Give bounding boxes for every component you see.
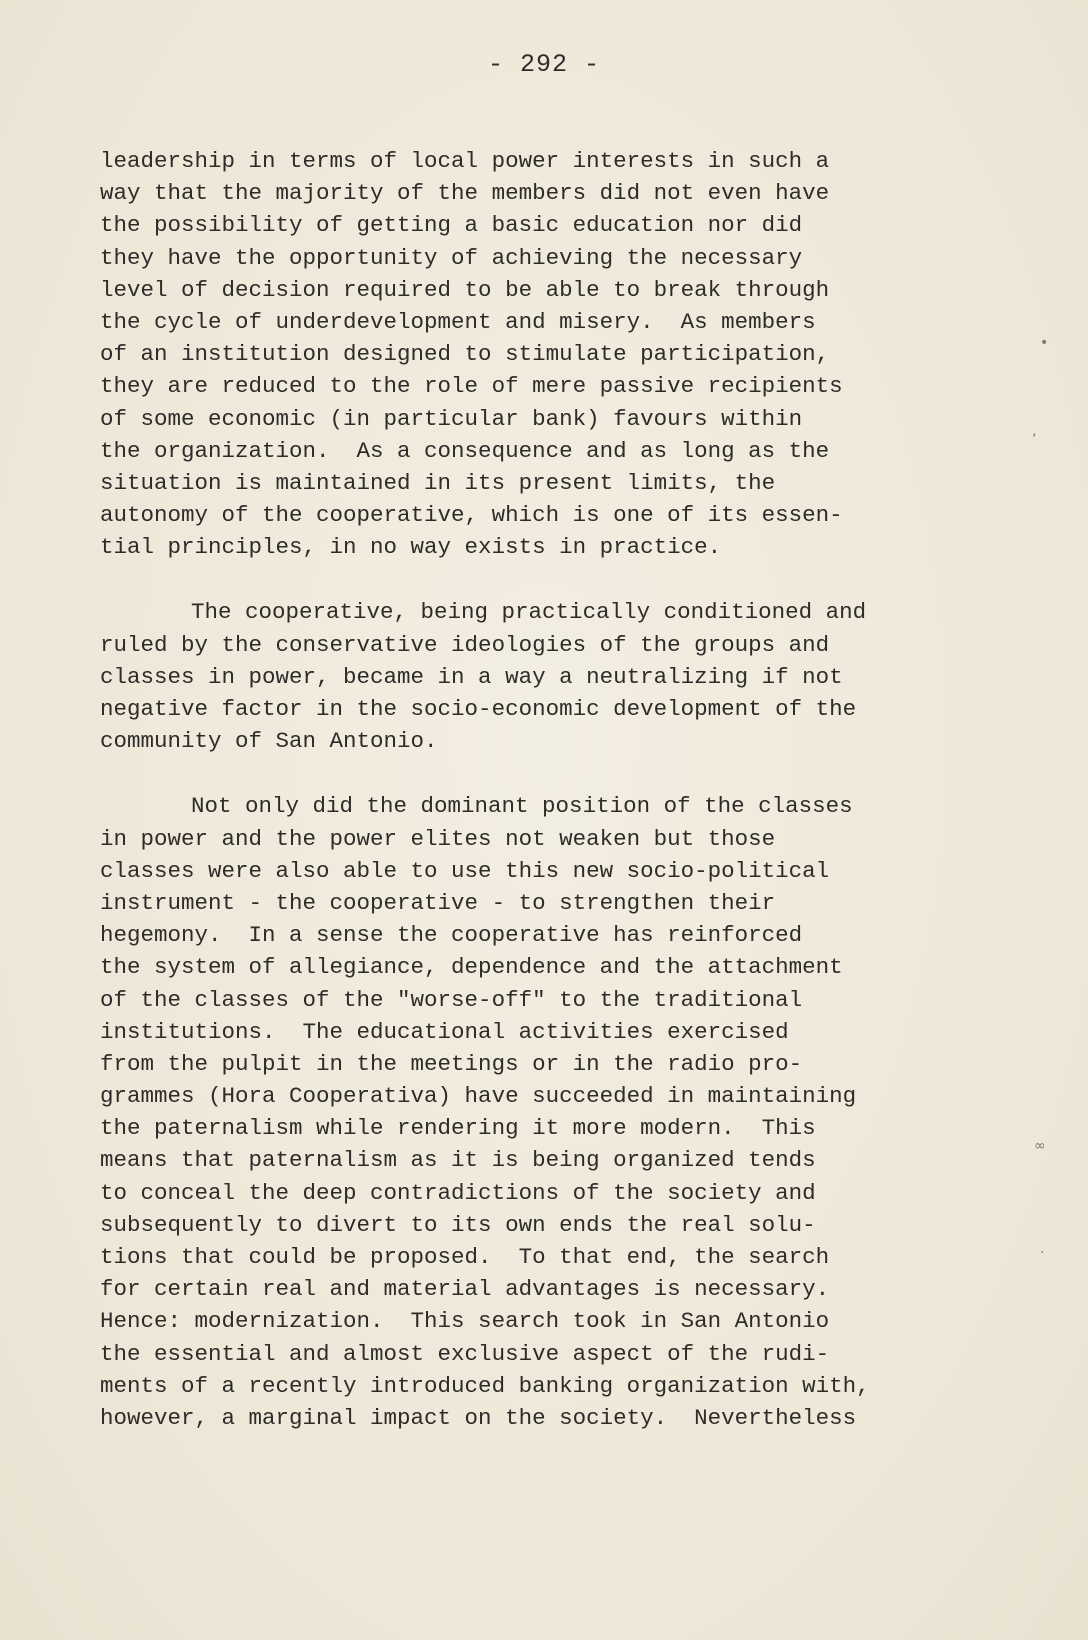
text-line: level of decision required to be able to break through (100, 276, 830, 303)
text-line: in power and the power elites not weaken but those (100, 825, 776, 852)
text-line: of the classes of the "worse-off" to the traditional (100, 986, 803, 1013)
text-line: community of San Antonio. (100, 728, 438, 755)
text-line: subsequently to divert to its own ends the real solu- (100, 1211, 816, 1238)
speck-mark: ’ (1032, 432, 1037, 448)
text-line: tions that could be proposed. To that end, the search (100, 1244, 830, 1270)
text-line: they are reduced to the role of mere passive recipients (100, 373, 843, 400)
text-line: hegemony. In a sense the cooperative has reinforced (100, 922, 803, 949)
speck-mark: • (1040, 335, 1049, 351)
text-line: Hence: modernization. This search took in San Antonio (100, 1308, 830, 1335)
text-line: ments of a recently introduced banking organization with, (100, 1372, 870, 1399)
page-number: - 292 - (487, 50, 601, 79)
text-line: grammes (Hora Cooperativa) have succeeded in maintaining (100, 1083, 857, 1110)
paragraph-2 (100, 596, 980, 757)
text-line: way that the majority of the members did not even have (100, 180, 830, 207)
text-line: autonomy of the cooperative, which is one of its essen- (100, 502, 843, 529)
text-line: to conceal the deep contradictions of the society and (100, 1179, 816, 1206)
text-line: ruled by the conservative ideologies of the groups and (100, 631, 830, 658)
text-line: of some economic (in particular bank) favours within (100, 405, 803, 432)
text-line: the system of allegiance, dependence and the attachment (100, 954, 843, 981)
text-line: classes were also able to use this new socio-political (100, 857, 830, 884)
paragraph-3 (100, 790, 980, 1434)
text-line: classes in power, became in a way a neutralizing if not (100, 663, 843, 690)
text-line: tial principles, in no way exists in practice. (100, 534, 722, 561)
text-line: The cooperative, being practically conditioned and (191, 599, 867, 626)
text-line: institutions. The educational activities exercised (100, 1018, 789, 1045)
speck-mark: ∞ (1034, 1138, 1046, 1154)
speck-mark: · (1040, 1245, 1045, 1261)
text-line: instrument - the cooperative - to strengthen their (100, 889, 776, 916)
text-line: the paternalism while rendering it more modern. This (100, 1115, 816, 1142)
text-line: the organization. As a consequence and as long as the (100, 437, 830, 464)
body-text (100, 145, 980, 1467)
text-line: for certain real and material advantages is necessary. (100, 1276, 830, 1303)
text-line: of an institution designed to stimulate participation, (100, 341, 830, 368)
text-line: the essential and almost exclusive aspect of the rudi- (100, 1340, 830, 1367)
text-line: situation is maintained in its present limits, the (100, 469, 776, 496)
text-line: the cycle of underdevelopment and misery. As members (100, 308, 816, 335)
text-line: from the pulpit in the meetings or in the radio pro- (100, 1050, 803, 1077)
text-line: negative factor in the socio-economic development of the (100, 696, 857, 722)
text-line: the possibility of getting a basic education nor did (100, 212, 803, 239)
text-line: means that paternalism as it is being organized tends (100, 1147, 816, 1174)
text-line: Not only did the dominant position of the classes (191, 793, 853, 820)
text-line: they have the opportunity of achieving the necessary (100, 244, 803, 271)
text-line: leadership in terms of local power interests in such a (100, 148, 830, 174)
paragraph-1 (100, 145, 980, 563)
text-line: however, a marginal impact on the society. Nevertheless (100, 1404, 857, 1431)
